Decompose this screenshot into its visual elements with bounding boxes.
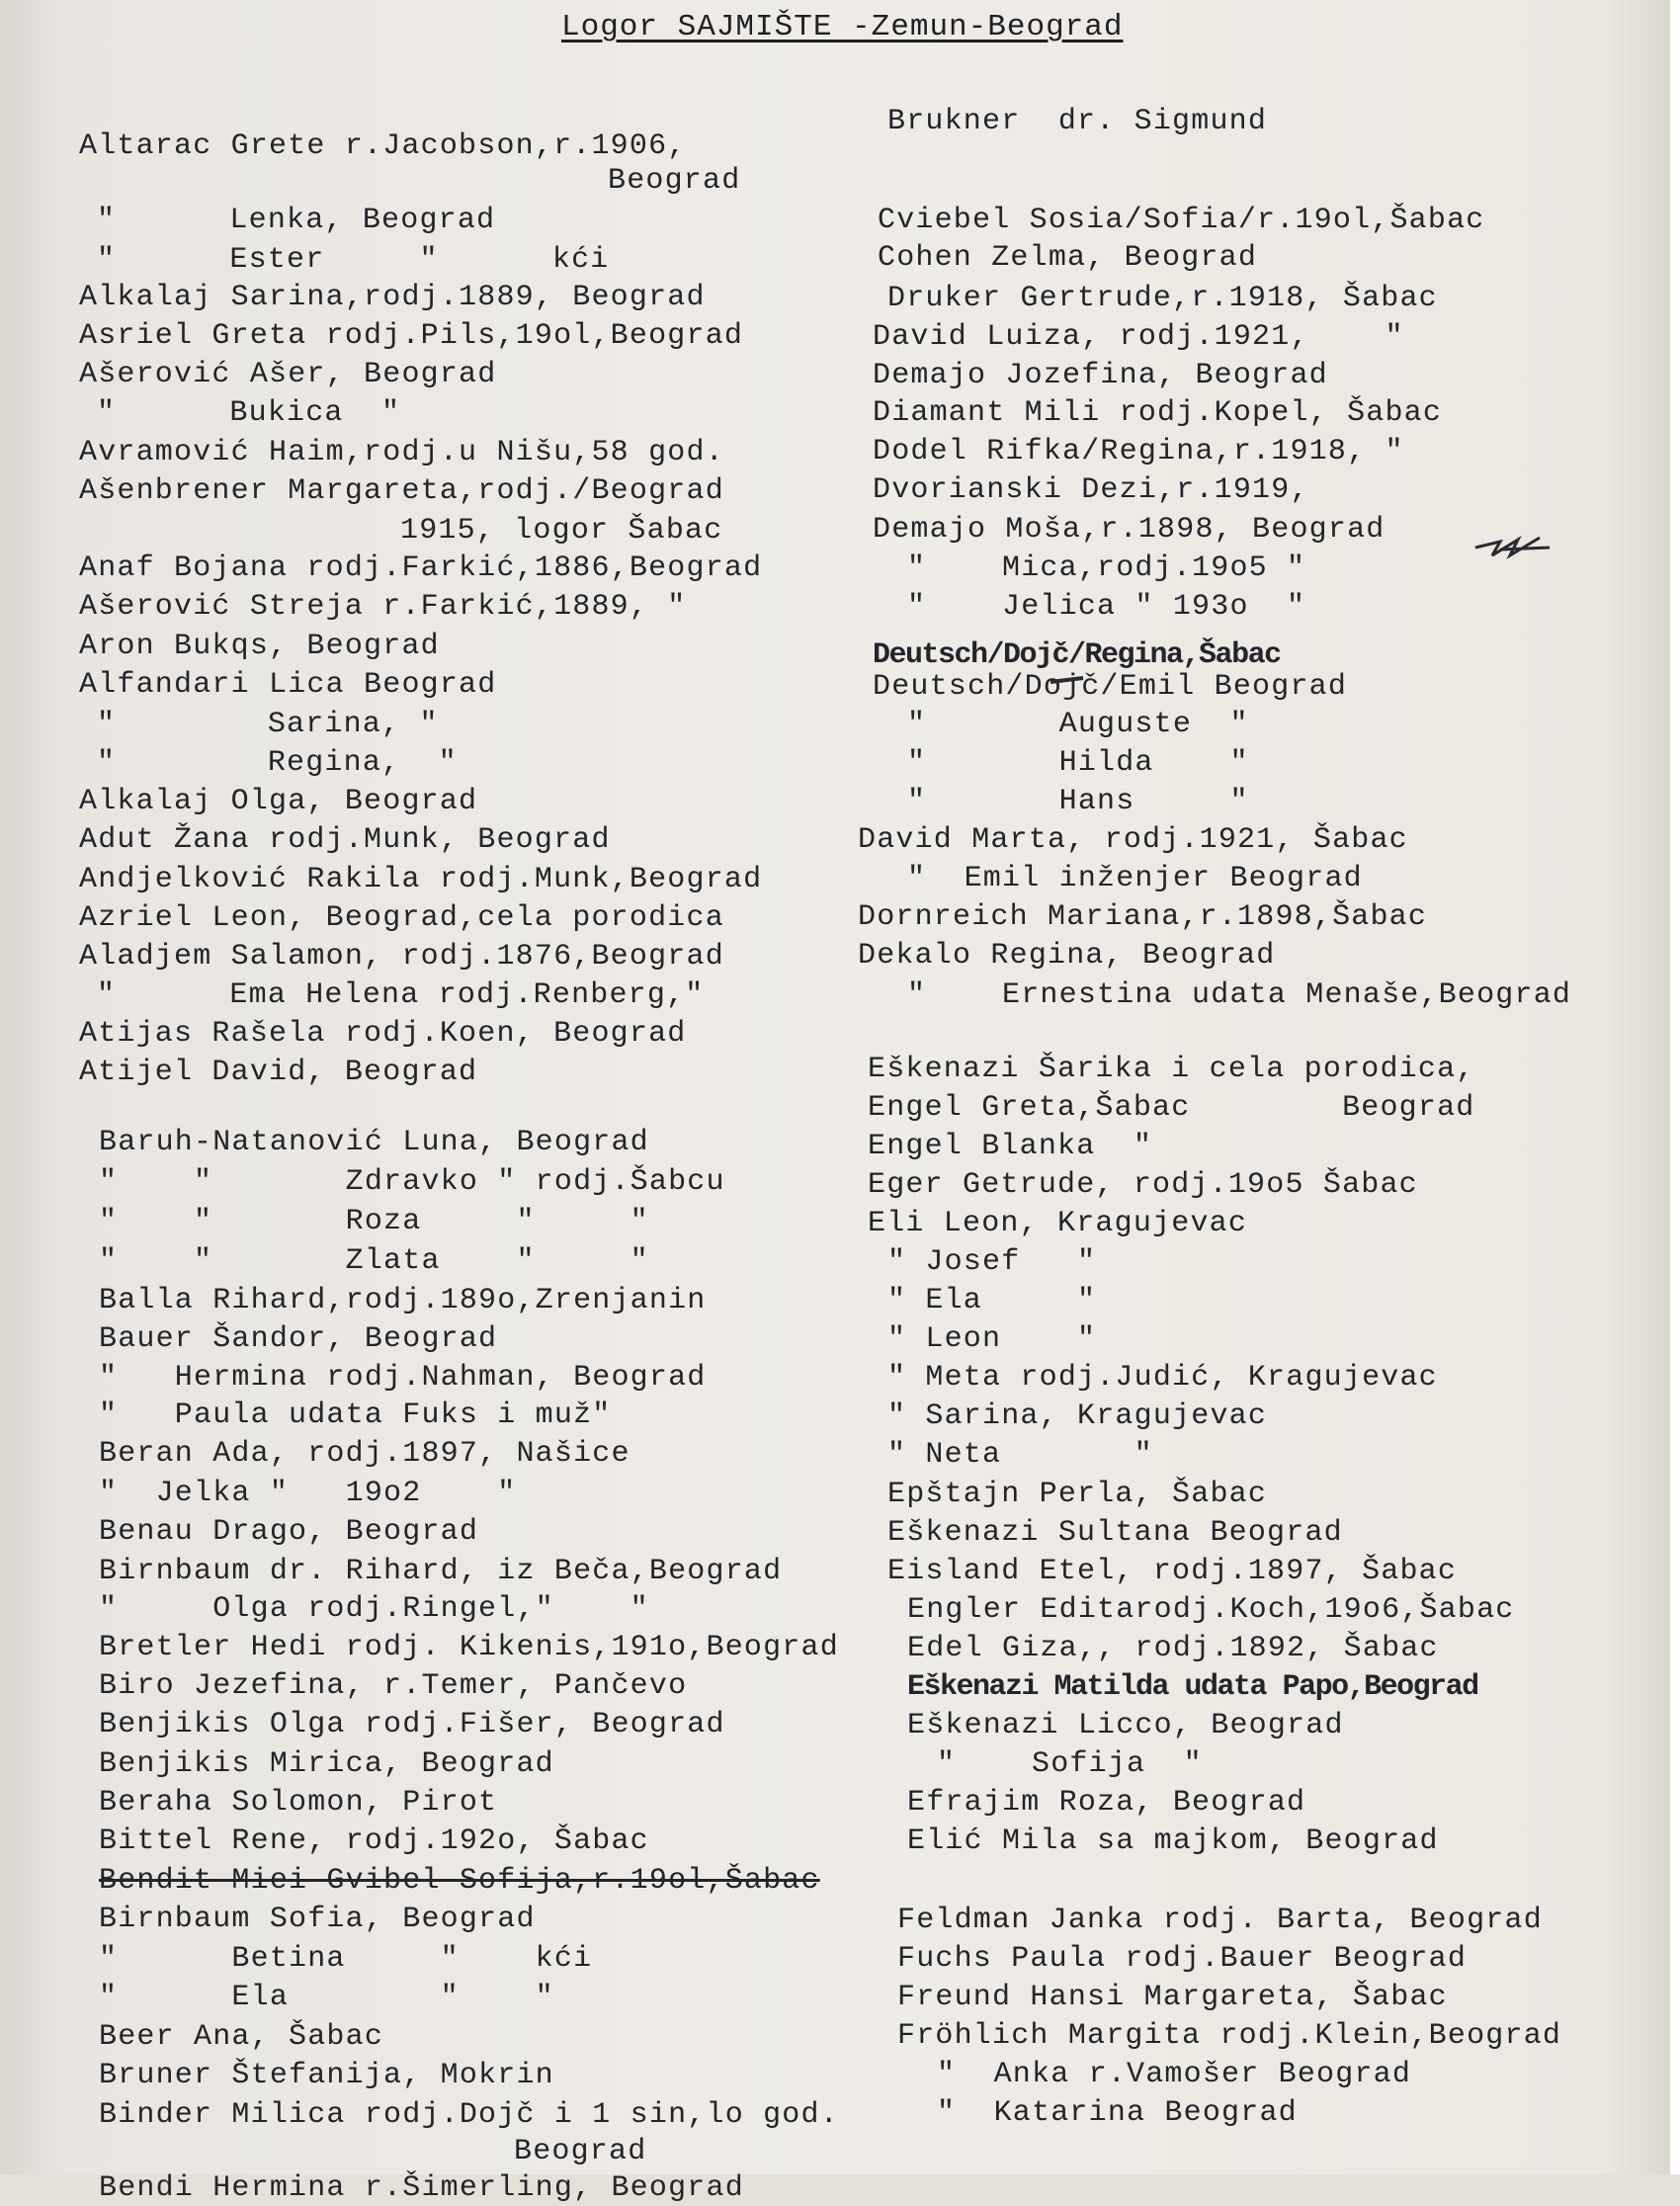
right-entry: Dornreich Mariana,r.1898,Šabac: [858, 900, 1428, 934]
right-entry: Fröhlich Margita rodj.Klein,Beograd: [897, 2019, 1562, 2053]
right-entry: Fuchs Paula rodj.Bauer Beograd: [897, 1942, 1468, 1976]
left-entry: Beran Ada, rodj.1897, Našice: [99, 1437, 630, 1471]
right-entry: " Katarina Beograd: [937, 2096, 1298, 2130]
scribble-mark: [1470, 526, 1559, 565]
right-entry: Cohen Zelma, Beograd: [878, 241, 1258, 275]
right-entry: Edel Giza,, rodj.1892, Šabac: [907, 1632, 1439, 1665]
right-entry: " Mica,rodj.19o5 ": [907, 552, 1306, 585]
right-entry: Feldman Janka rodj. Barta, Beograd: [897, 1904, 1543, 1937]
left-entry: Atijel David, Beograd: [79, 1056, 478, 1089]
left-entry: Bendit-Miei Gvibel-Sofija,r.19ol,Šabac: [99, 1864, 820, 1898]
right-entry: Eškenazi Šarika i cela porodica,: [868, 1053, 1475, 1086]
left-entry: Beraha Solomon, Pirot: [99, 1786, 498, 1820]
left-entry: " Bukica ": [97, 396, 401, 430]
right-entry: Engler Editarodj.Koch,19o6,Šabac: [907, 1593, 1515, 1627]
right-entry: Freund Hansi Margareta, Šabac: [897, 1981, 1448, 2014]
right-entry: " Emil inženjer Beograd: [907, 862, 1363, 895]
right-entry: " Jelica " 193o ": [907, 590, 1306, 624]
right-entry: David Marta, rodj.1921, Šabac: [858, 823, 1408, 857]
left-entry: Adut Žana rodj.Munk, Beograd: [79, 823, 611, 857]
right-entry: Cviebel Sosia/Sofia/r.19ol,Šabac: [878, 204, 1485, 237]
right-entry: Engel Blanka ": [868, 1130, 1153, 1163]
left-entry: 1915, logor Šabac: [400, 514, 723, 548]
left-entry: Birnbaum Sofia, Beograd: [99, 1903, 536, 1936]
left-entry: Ašerović Streja r.Farkić,1889, ": [79, 590, 687, 624]
left-entry: " Betina " kći: [99, 1942, 593, 1976]
right-entry: Demajo Jozefina, Beograd: [873, 359, 1328, 392]
right-entry: " Hilda ": [907, 746, 1249, 780]
left-entry: Altarac Grete r.Jacobson,r.1906,: [79, 129, 687, 163]
left-entry: Balla Rihard,rodj.189o,Zrenjanin: [99, 1284, 707, 1317]
right-entry: Demajo Moša,r.1898, Beograd: [873, 513, 1386, 547]
left-entry: Beer Ana, Šabac: [99, 2020, 384, 2054]
right-entry: Eškenazi Licco, Beograd: [907, 1709, 1344, 1742]
left-entry: Azriel Leon, Beograd,cela porodica: [79, 901, 724, 935]
left-entry: Benau Drago, Beograd: [99, 1515, 479, 1549]
left-entry: " Olga rodj.Ringel," ": [99, 1592, 649, 1626]
left-entry: " Ester " kći: [97, 243, 610, 277]
left-entry: Alkalaj Sarina,rodj.1889, Beograd: [79, 281, 706, 314]
page-title: Logor SAJMIŠTE -Zemun-Beograd: [561, 10, 1124, 44]
right-entry: Eli Leon, Kragujevac: [868, 1207, 1248, 1240]
left-entry: " Paula udata Fuks i muž": [99, 1399, 612, 1432]
right-entry: Druker Gertrude,r.1918, Šabac: [887, 282, 1438, 315]
right-entry: David Luiza, rodj.1921, ": [873, 320, 1404, 354]
left-entry: Bendi Hermina r.Šimerling, Beograd: [99, 2171, 744, 2205]
left-entry: Baruh-Natanović Luna, Beograd: [99, 1126, 649, 1159]
left-entry: Ašerović Ašer, Beograd: [79, 358, 497, 391]
left-entry: Birnbaum dr. Rihard, iz Beča,Beograd: [99, 1555, 783, 1588]
left-entry: Anaf Bojana rodj.Farkić,1886,Beograd: [79, 552, 763, 585]
right-entry: Eger Getrude, rodj.19o5 Šabac: [868, 1168, 1418, 1202]
left-entry: Bretler Hedi rodj. Kikenis,191o,Beograd: [99, 1631, 839, 1664]
right-entry: " Auguste ": [907, 708, 1249, 741]
left-entry: " Ema Helena rodj.Renberg,": [97, 978, 705, 1012]
left-entry: " Ela " ": [99, 1981, 554, 2014]
right-entry: Elić Mila sa majkom, Beograd: [907, 1824, 1439, 1858]
left-entry: Bittel Rene, rodj.192o, Šabac: [99, 1824, 649, 1858]
left-entry: " Regina, ": [97, 746, 458, 780]
right-entry: Efrajim Roza, Beograd: [907, 1786, 1306, 1820]
right-entry: " Sofija ": [937, 1747, 1203, 1781]
left-entry: Benjikis Olga rodj.Fišer, Beograd: [99, 1708, 725, 1741]
left-entry: Alkalaj Olga, Beograd: [79, 785, 478, 818]
right-entry: Eisland Etel, rodj.1897, Šabac: [887, 1555, 1458, 1588]
left-entry: Alfandari Lica Beograd: [79, 668, 497, 702]
left-entry: " Lenka, Beograd: [97, 204, 496, 237]
left-entry: " " Zlata " ": [99, 1244, 649, 1278]
left-entry: Asriel Greta rodj.Pils,19ol,Beograd: [79, 319, 744, 353]
left-entry: Aron Bukqs, Beograd: [79, 630, 440, 663]
left-entry: Beograd: [608, 164, 741, 198]
left-entry: " " Zdravko " rodj.Šabcu: [99, 1165, 725, 1199]
right-entry: Epštajn Perla, Šabac: [887, 1478, 1268, 1511]
left-entry: Biro Jezefina, r.Temer, Pančevo: [99, 1669, 688, 1703]
pen-stroke-mark: [1048, 672, 1087, 688]
right-entry: Eškenazi Matilda udata Papo,Beograd: [907, 1670, 1478, 1704]
right-entry: " Ernestina udata Menaše,Beograd: [907, 978, 1572, 1012]
page-edge: [1670, 0, 1680, 2174]
left-entry: Andjelković Rakila rodj.Munk,Beograd: [79, 863, 763, 896]
right-entry: Dekalo Regina, Beograd: [858, 939, 1276, 973]
right-entry: " Sarina, Kragujevac: [887, 1400, 1268, 1433]
right-entry: " Anka r.Vamošer Beograd: [937, 2058, 1412, 2091]
right-entry: Dodel Rifka/Regina,r.1918, ": [873, 435, 1404, 468]
left-entry: " Sarina, ": [97, 708, 439, 741]
right-entry: " Josef ": [887, 1245, 1097, 1279]
left-entry: Avramović Haim,rodj.u Nišu,58 god.: [79, 436, 724, 469]
right-entry: Diamant Mili rodj.Kopel, Šabac: [873, 396, 1443, 430]
right-entry: Eškenazi Sultana Beograd: [887, 1516, 1343, 1550]
right-entry: Engel Greta,Šabac Beograd: [868, 1091, 1475, 1125]
left-entry: Atijas Rašela rodj.Koen, Beograd: [79, 1017, 687, 1051]
left-entry: " Jelka " 19o2 ": [99, 1477, 517, 1510]
right-entry: " Neta ": [887, 1438, 1153, 1472]
left-entry: Bauer Šandor, Beograd: [99, 1322, 498, 1356]
right-entry: " Ela ": [887, 1284, 1097, 1317]
right-entry: Deutsch/Dojč/Emil Beograd: [873, 670, 1348, 704]
right-entry: " Meta rodj.Judić, Kragujevac: [887, 1361, 1438, 1395]
right-entry: " Leon ": [887, 1322, 1097, 1356]
left-entry: Benjikis Mirica, Beograd: [99, 1747, 554, 1781]
left-entry: Ašenbrener Margareta,rodj./Beograd: [79, 474, 724, 508]
right-entry: Brukner dr. Sigmund: [887, 105, 1268, 138]
left-entry: Binder Milica rodj.Dojč i 1 sin,lo god.: [99, 2098, 839, 2132]
left-entry: Aladjem Salamon, rodj.1876,Beograd: [79, 940, 724, 974]
left-entry: " Hermina rodj.Nahman, Beograd: [99, 1361, 707, 1395]
right-entry: Dvorianski Dezi,r.1919,: [873, 473, 1309, 507]
left-entry: " " Roza " ": [99, 1205, 649, 1238]
right-entry: Deutsch/Dojč/Regina,Šabac: [873, 638, 1281, 672]
right-entry: " Hans ": [907, 785, 1249, 818]
left-entry: Beograd: [514, 2135, 647, 2168]
left-entry: Bruner Štefanija, Mokrin: [99, 2059, 554, 2092]
